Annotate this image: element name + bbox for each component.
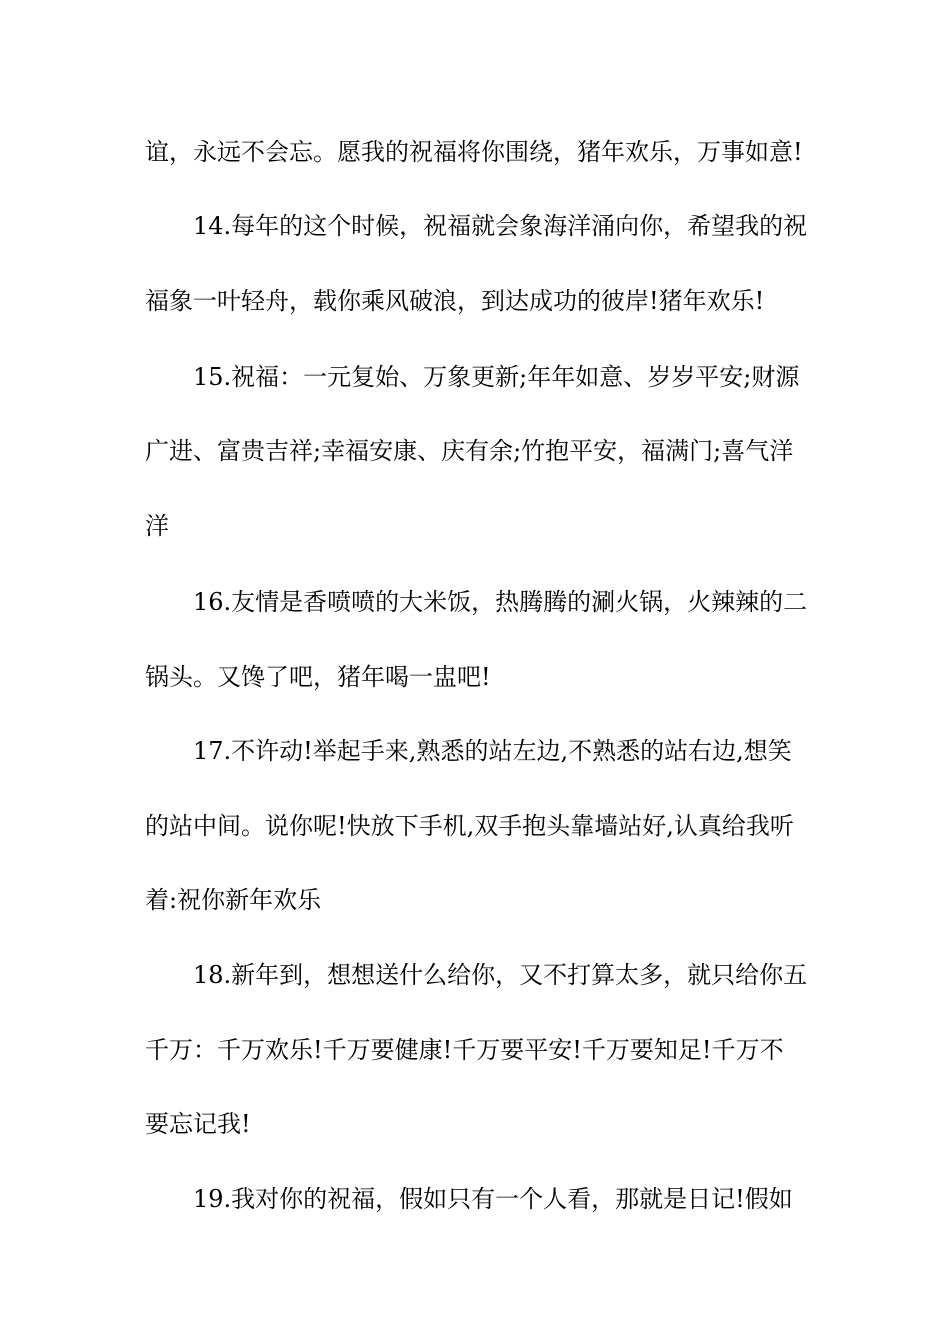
text-line: 广进、富贵吉祥;幸福安康、庆有余;竹抱平安，福满门;喜气洋 [145,437,794,465]
text-line: 福象一叶轻舟，载你乘风破浪，到达成功的彼岸!猪年欢乐! [145,287,765,315]
text-line: 16.友情是香喷喷的大米饭，热腾腾的涮火锅，火辣辣的二 [193,588,808,616]
text-line: 18.新年到，想想送什么给你，又不打算太多，就只给你五 [193,961,808,989]
text-line: 19.我对你的祝福，假如只有一个人看，那就是日记!假如 [193,1185,793,1213]
text-line: 谊，永远不会忘。愿我的祝福将你围绕，猪年欢乐，万事如意! [145,138,803,166]
text-line: 14.每年的这个时候，祝福就会象海洋涌向你，希望我的祝 [193,212,808,240]
text-line: 15.祝福：一元复始、万象更新;年年如意、岁岁平安;财源 [193,363,800,391]
text-line: 锅头。又馋了吧，猪年喝一盅吧! [145,663,491,691]
text-line: 17.不许动!举起手来,熟悉的站左边,不熟悉的站右边,想笑 [193,737,792,765]
text-line: 的站中间。说你呢!快放下手机,双手抱头靠墙站好,认真给我听 [145,812,794,840]
text-line: 洋 [145,512,169,540]
text-line: 千万：千万欢乐!千万要健康!千万要平安!千万要知足!千万不 [145,1036,784,1064]
text-line: 要忘记我! [145,1110,251,1138]
text-line: 着:祝你新年欢乐 [145,886,322,914]
